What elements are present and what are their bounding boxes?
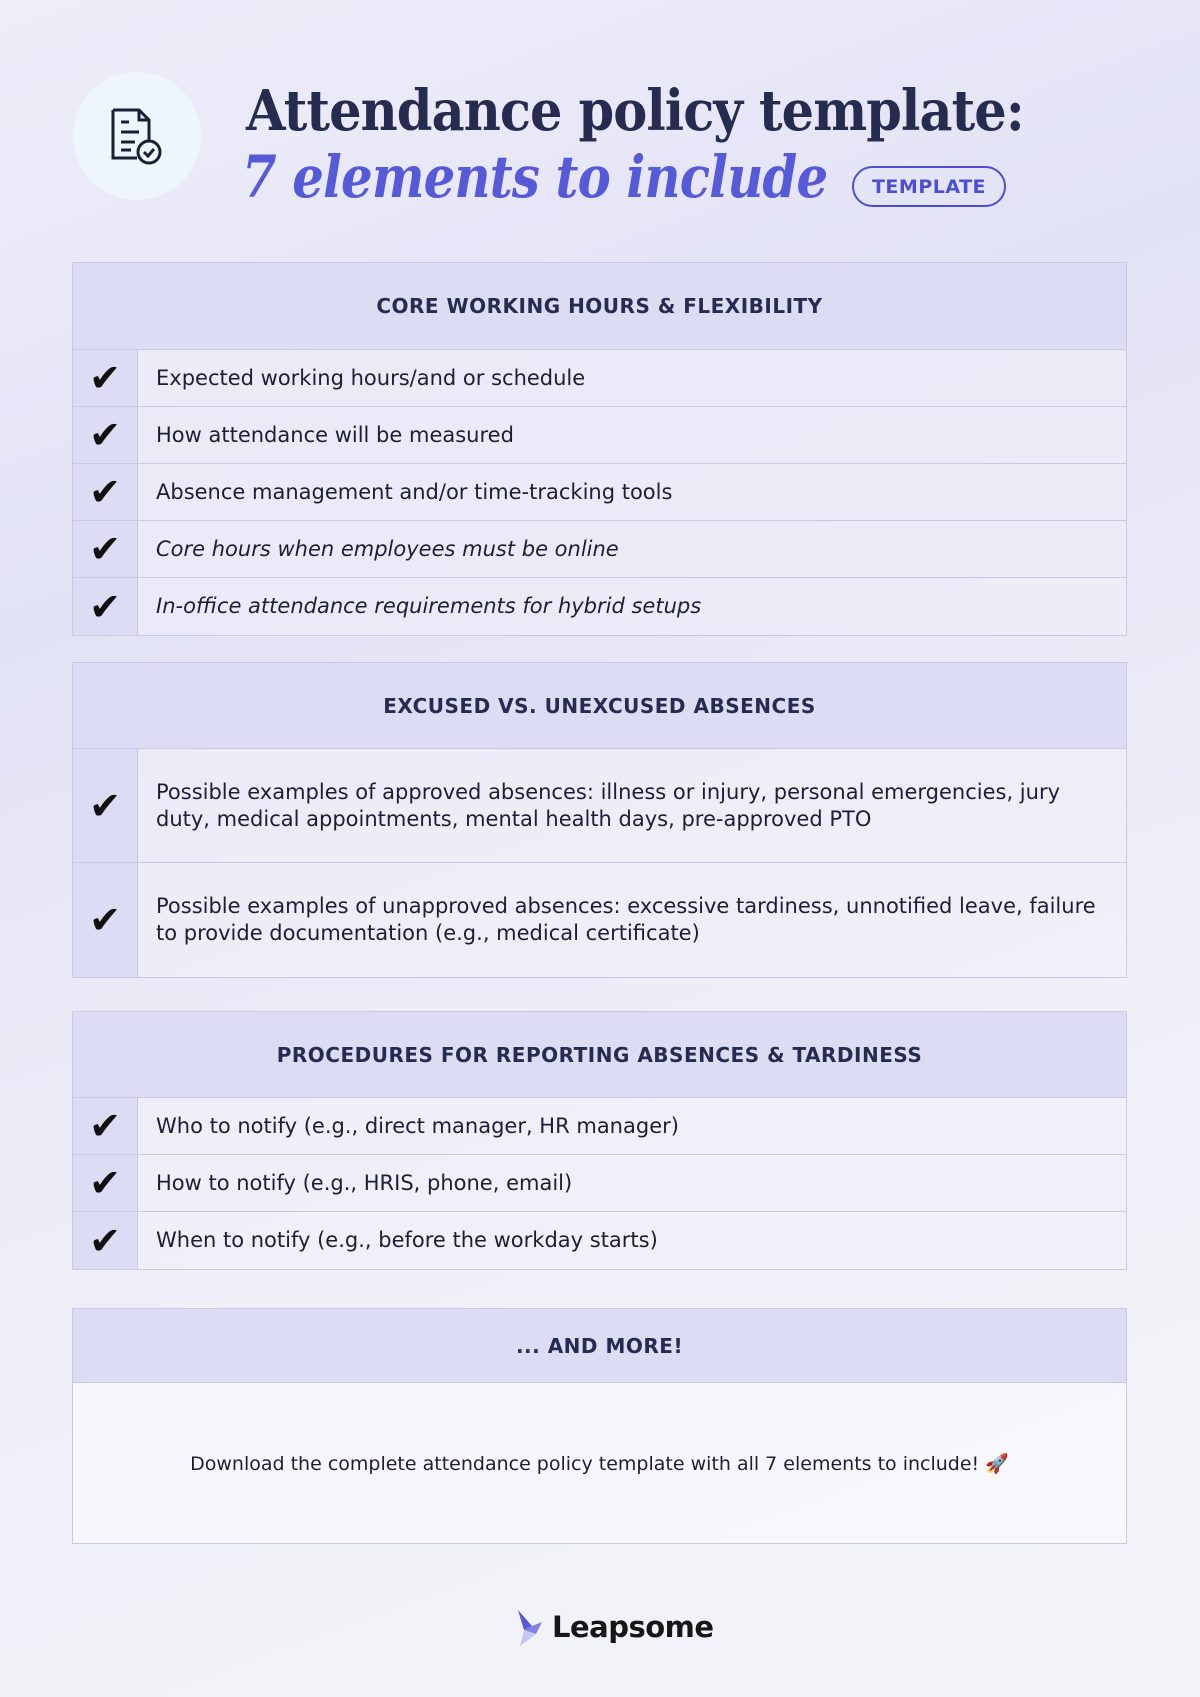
- template-badge: TEMPLATE: [852, 166, 1006, 207]
- section-reporting: [72, 1011, 1127, 1270]
- page-subtitle-box: [242, 143, 827, 211]
- checkmark-icon: ✔: [73, 863, 138, 977]
- leapsome-logo: [516, 1608, 714, 1646]
- checkmark-icon: ✔: [73, 1155, 138, 1211]
- document-check-icon: [73, 72, 201, 200]
- list-item: [73, 1098, 1126, 1155]
- checkmark-icon: ✔: [73, 464, 138, 520]
- checkmark-icon: ✔: [73, 578, 138, 635]
- item-text: Absence management and/or time-tracking tools: [156, 479, 673, 504]
- item-text: Core hours when employees must be online: [156, 536, 619, 561]
- list-item: [73, 749, 1126, 863]
- list-item: [73, 521, 1126, 578]
- download-text: Download the complete attendance policy template with all 7 elements to include! 🚀: [73, 1383, 1126, 1543]
- checkmark-icon: ✔: [73, 521, 138, 577]
- checkmark-icon: ✔: [73, 407, 138, 463]
- checkmark-icon: ✔: [73, 1212, 138, 1269]
- page-title: Attendance policy template:: [246, 78, 1024, 144]
- list-item: [73, 1212, 1126, 1269]
- list-item: [73, 1155, 1126, 1212]
- item-text: How attendance will be measured: [156, 422, 514, 447]
- list-item: [73, 863, 1126, 977]
- item-text: In-office attendance requirements for hybrid setups: [156, 594, 702, 618]
- section-title: ... AND MORE!: [73, 1309, 1126, 1383]
- list-item: [73, 407, 1126, 464]
- list-item: [73, 350, 1126, 407]
- checkmark-icon: ✔: [73, 749, 138, 862]
- list-item: [73, 578, 1126, 635]
- item-text: Expected working hours/and or schedule: [156, 365, 586, 390]
- page-subtitle: 7 elements to include: [242, 143, 828, 211]
- item-text: When to notify (e.g., before the workday starts): [156, 1228, 658, 1252]
- item-text: Possible examples of unapproved absences: excessive tardiness, unnotified leave, failure to provide documentation (e.g., medical certificate): [156, 894, 1096, 945]
- leapsome-bird-icon: [516, 1608, 544, 1646]
- section-title: EXCUSED VS. UNEXCUSED ABSENCES: [73, 663, 1126, 749]
- section-core-hours: [72, 262, 1127, 636]
- list-item: [73, 464, 1126, 521]
- section-title: PROCEDURES FOR REPORTING ABSENCES & TARDINESS: [73, 1012, 1126, 1098]
- item-text: Possible examples of approved absences: illness or injury, personal emergencies, jury duty, medical appointments, mental health days, pre-approved PTO: [156, 779, 1061, 831]
- checkmark-icon: ✔: [73, 1098, 138, 1154]
- brand-name: Leapsome: [552, 1610, 714, 1644]
- item-text: How to notify (e.g., HRIS, phone, email): [156, 1170, 573, 1195]
- checkmark-icon: ✔: [73, 350, 138, 406]
- page-title-box: [246, 78, 1024, 144]
- section-absences: [72, 662, 1127, 978]
- item-text: Who to notify (e.g., direct manager, HR manager): [156, 1113, 679, 1138]
- section-title: CORE WORKING HOURS & FLEXIBILITY: [73, 263, 1126, 350]
- section-more: [72, 1308, 1127, 1544]
